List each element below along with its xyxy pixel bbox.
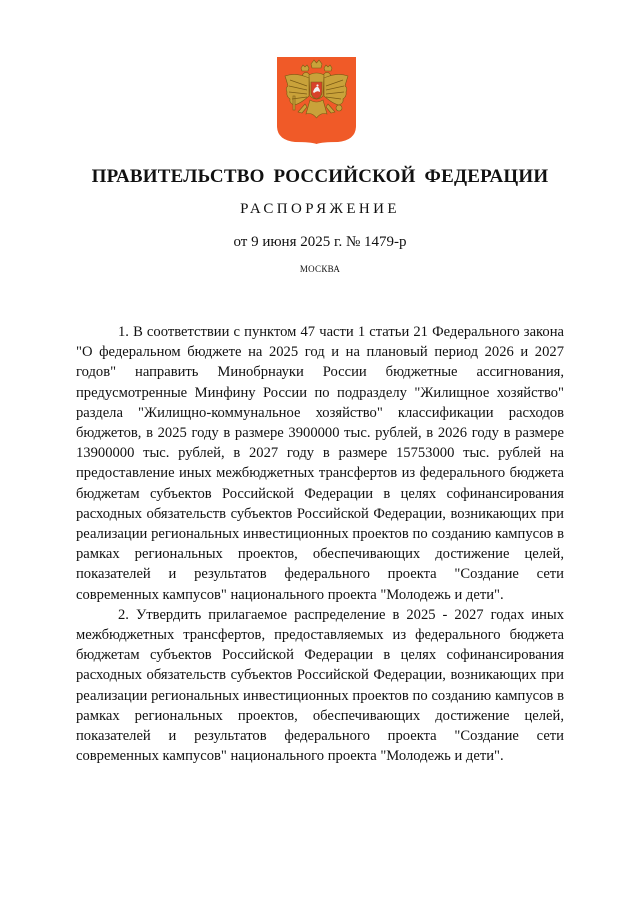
document-city: МОСКВА <box>299 264 341 274</box>
document-body <box>76 322 564 766</box>
document-date-number: от 9 июня 2025 г. № 1479-р <box>233 234 407 250</box>
paragraph-1: 1. В соответствии с пунктом 47 части 1 статьи 21 Федерального закона "О федеральном бюджете на 2025 год и на плановый период 2026 и 2027 годов" направить Минобрнауки России бюджетные ассигнования, предусмотренные Минфину России по подразделу "Жилищное хозяйство" раздела "Жилищно-коммунальное хозяйство" классификации расходов бюджетов, в 2025 году в размере 3900000 тыс. рублей, в 2026 году в размере 13900000 тыс. рублей, в 2027 году в размере 15753000 тыс. рублей на предоставление иных межбюджетных трансфертов из федерального бюджета бюджетам субъектов Российской Федерации в целях софинансирования расходных обязательств субъектов Российской Федерации, возникающих при реализации региональных инвестиционных проектов по созданию кампусов в рамках региональных проектов, обеспечивающих достижение целей, показателей и результатов федерального проекта "Создание сети современных кампусов" национального проекта "Молодежь и дети". <box>76 324 564 603</box>
government-title: ПРАВИТЕЛЬСТВО РОССИЙСКОЙ ФЕДЕРАЦИИ <box>91 166 549 187</box>
russian-coat-of-arms-icon <box>276 56 357 144</box>
document-type: РАСПОРЯЖЕНИЕ <box>240 201 400 217</box>
paragraph-2: 2. Утвердить прилагаемое распределение в 2025 - 2027 годах иных межбюджетных трансфертов, предоставляемых из федерального бюджета бюджетам субъектов Российской Федерации в целях софинансирования расходных обязательств субъектов Российской Федерации, возникающих при реализации региональных инвестиционных проектов по созданию кампусов в рамках региональных проектов, обеспечивающих достижение целей, показателей и результатов федерального проекта "Создание сети современных кампусов" национального проекта "Молодежь и дети". <box>76 606 564 765</box>
